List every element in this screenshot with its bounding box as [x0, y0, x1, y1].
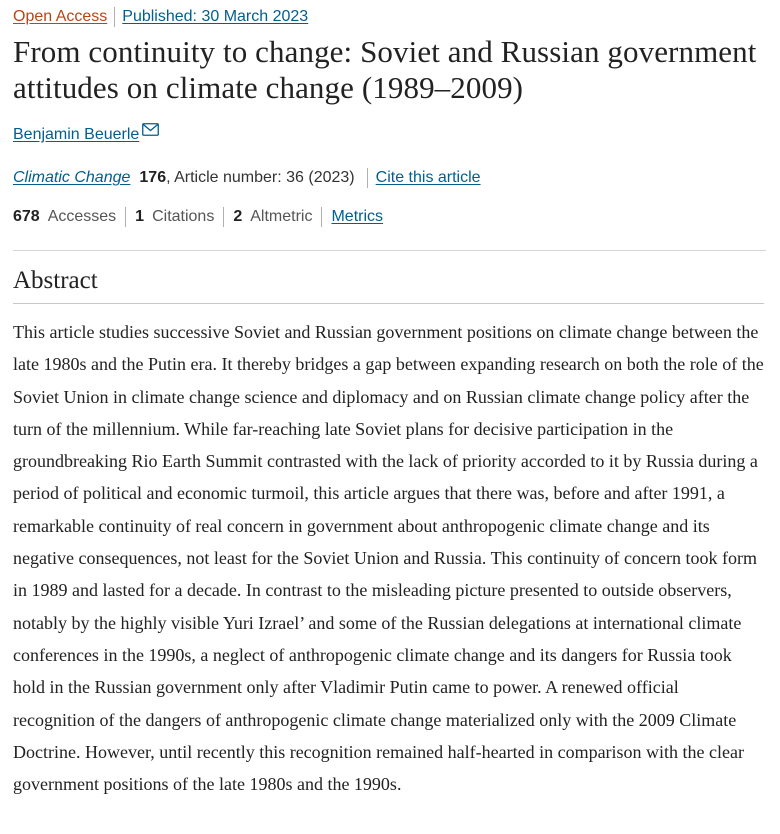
section-divider: [13, 250, 766, 251]
meta-separator: [114, 7, 115, 27]
article-meta-row: [13, 7, 308, 27]
altmetric-count: 2: [233, 208, 243, 225]
citation-row: [13, 168, 481, 188]
altmetric-label: Altmetric: [250, 208, 313, 225]
citation-separator: [367, 168, 368, 188]
accesses-count: 678: [13, 208, 40, 225]
metrics-link[interactable]: Metrics: [331, 208, 384, 225]
abstract-text: This article studies successive Soviet and Russian government positions on climate change between the late 1980s and the Putin era. It thereby bridges a gap between expanding research on both the role of the Soviet Union in climate change science and diplomacy and on Russian climate change policy after the turn of the millennium. While far-reaching late Soviet plans for decisive participation in the groundbreaking Rio Earth Summit contrasted with the lack of priority accorded to it by Russia during a period of political and economic turmoil, this article argues that there was, before and after 1991, a remarkable continuity of real concern in government about anthropogenic climate change and its negative consequences, not least for the Soviet Union and Russia. This continuity of concern took form in 1989 and lasted for a decade. In contrast to the misleading picture presented to outside observers, notably by the highly visible Yuri Izrael’ and some of the Russian delegations at international climate conferences in the 1990s, a neglect of anthropogenic climate change and its dangers for Russia took hold in the Russian government only after Vladimir Putin came to power. A renewed official recognition of the dangers of anthropogenic climate change materialized only with the 2009 Climate Doctrine. However, until recently this recognition remained half-hearted in comparison with the clear government positions of the late 1980s and the 1990s.: [13, 322, 764, 795]
article-number: , Article number: 36 (2023): [166, 169, 355, 186]
metrics-separator: [223, 207, 224, 227]
citations-count: 1: [135, 208, 145, 225]
published-date-link[interactable]: Published: 30 March 2023: [122, 8, 309, 25]
envelope-icon[interactable]: [142, 123, 159, 141]
citations-label: Citations: [152, 208, 215, 225]
metrics-separator: [125, 207, 126, 227]
accesses-label: Accesses: [47, 208, 117, 225]
journal-link[interactable]: Climatic Change: [13, 169, 131, 186]
author-link[interactable]: Benjamin Beuerle: [13, 126, 140, 143]
abstract-heading: Abstract: [13, 267, 98, 294]
author-list: [13, 126, 159, 144]
metrics-bar: [13, 207, 383, 227]
metrics-separator: [321, 207, 322, 227]
article-title: From continuity to change: Soviet and Russian government attitudes on climate change (1989–2009): [13, 34, 757, 105]
open-access-link[interactable]: Open Access: [13, 8, 108, 25]
cite-this-article-link[interactable]: Cite this article: [375, 169, 481, 186]
abstract-heading-rule: [13, 303, 764, 304]
journal-volume: 176: [139, 169, 167, 186]
